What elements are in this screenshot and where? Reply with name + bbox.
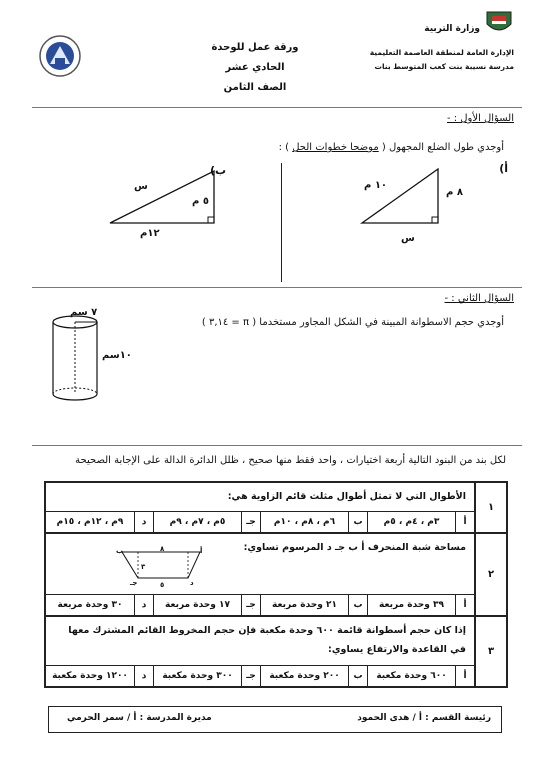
trap-vertex-d: د — [190, 579, 194, 587]
trap-bottom-length: ٥ — [160, 581, 165, 589]
principal: مديرة المدرسة : أ / سمر الحرمي — [67, 713, 212, 723]
option-d[interactable] — [46, 512, 153, 532]
q1-prompt-underlined: موضحا خطوات الحل — [292, 142, 379, 153]
option-value: ٣٠ وحدة مربعة — [57, 600, 123, 610]
option-c[interactable] — [153, 512, 260, 532]
school-header — [354, 22, 514, 74]
mcq-table — [44, 481, 508, 688]
divider — [32, 107, 522, 108]
worksheet-title-block — [200, 38, 310, 98]
q1-title: السؤال الأول : - — [446, 113, 514, 124]
option-label: أ — [455, 595, 474, 615]
mcq-item-3 — [46, 617, 506, 686]
option-label: ب — [348, 512, 367, 532]
option-b[interactable] — [260, 512, 367, 532]
trap-vertex-b: ب — [116, 547, 124, 555]
trap-vertex-c: جـ — [130, 579, 138, 587]
cylinder-figure — [50, 314, 100, 404]
school-name: مدرسة نسيبة بنت كعب المتوسط بنات — [374, 62, 514, 71]
triangle-b-base: ١٢م — [140, 228, 160, 239]
triangle-b-hyp: س — [134, 181, 148, 192]
option-value: ٣٠٠ وحدة مكعبة — [153, 666, 241, 686]
department-head: رئيسة القسم : أ / هدى الحمود — [357, 713, 491, 723]
option-value: ٢١ وحدة مربعة — [260, 595, 348, 615]
option-label: ب — [348, 666, 367, 686]
directorate-name: الإدارة العامة لمنطقة العاصمة التعليمية — [369, 48, 514, 57]
option-d[interactable] — [46, 666, 153, 686]
option-label: جـ — [241, 512, 260, 532]
option-label: د — [134, 666, 153, 686]
option-value: ٦٠٠ وحدة مكعبة — [367, 666, 455, 686]
trap-vertex-a: أ — [200, 547, 203, 555]
triangle-a-base: س — [401, 233, 415, 244]
option-a[interactable] — [367, 595, 474, 615]
item-number: ٣ — [474, 617, 506, 686]
options-row — [46, 511, 474, 532]
trap-top-length: ٨ — [160, 545, 165, 553]
triangle-a — [360, 165, 442, 225]
grade-label: الصف الثامن — [223, 82, 287, 93]
signature-footer — [48, 706, 502, 733]
cylinder-radius: ٧ سم — [70, 307, 98, 318]
option-value: ٢٠٠ وحدة مكعبة — [260, 666, 348, 686]
option-value: ٩م ، ١٢م ، ١٥م — [56, 517, 124, 527]
item-number: ١ — [474, 483, 506, 532]
cylinder-height: ١٠سم — [102, 350, 132, 361]
option-a[interactable] — [367, 512, 474, 532]
option-c[interactable] — [153, 666, 260, 686]
item-number: ٢ — [474, 534, 506, 615]
trap-height: ٣ — [141, 563, 146, 571]
options-row — [46, 594, 474, 615]
mcq-intro: لكل بند من البنود التالية أربعة اختيارات ، واحد فقط منها صحيح ، ظلل الدائرة الدالة على الإجابة الصحيحة — [75, 455, 506, 466]
vertical-divider — [281, 163, 282, 282]
triangle-a-leg: ٨ م — [446, 187, 463, 198]
option-value: ١٧ وحدة مربعة — [153, 595, 241, 615]
item-question — [46, 534, 474, 594]
option-label: د — [134, 595, 153, 615]
item-question: الأطوال التي لا تمثل أطوال مثلث قائم الزاوية هي: — [227, 491, 466, 502]
q1-prompt-start: أوجدي طول الضلع المجهول ( — [381, 142, 504, 153]
q2-prompt: أوجدي حجم الاسطوانة المبينة في الشكل المجاور مستخدما ( π = ٣,١٤ ) — [201, 317, 504, 328]
item-question-text: مساحة شبة المنحرف أ ب جـ د المرسوم تساوي: — [243, 542, 466, 553]
option-value: ٣م ، ٤م ، ٥م — [367, 512, 455, 532]
worksheet-title: ورقة عمل للوحدة الحادي عشر — [211, 42, 299, 73]
option-label: د — [134, 512, 153, 532]
q1-prompt-end: ) : — [278, 142, 290, 153]
option-label: أ — [455, 666, 474, 686]
triangle-b-leg: ٥ م — [192, 196, 209, 207]
triangle-a-hyp: ١٠ م — [364, 180, 388, 191]
option-label: ب — [348, 595, 367, 615]
mcq-item-2 — [46, 534, 506, 617]
option-b[interactable] — [260, 666, 367, 686]
q1-label-b: ب) — [210, 164, 227, 177]
option-label: جـ — [241, 595, 260, 615]
trapezoid-figure — [116, 538, 206, 589]
option-b[interactable] — [260, 595, 367, 615]
option-a[interactable] — [367, 666, 474, 686]
option-c[interactable] — [153, 595, 260, 615]
ministry-name: وزارة التربية — [424, 24, 480, 34]
school-logo — [38, 34, 82, 78]
option-value: ١٢٠٠ وحدة مكعبة — [52, 671, 128, 681]
option-value: ٣٩ وحدة مربعة — [367, 595, 455, 615]
item-question: إذا كان حجم أسطوانة قائمة ٦٠٠ وحدة مكعبة فإن حجم المخروط القائم المشترك معها في القاعدة والارتفاع يساوي: — [68, 625, 466, 655]
option-value: ٦م ، ٨م ، ١٠م — [260, 512, 348, 532]
options-row — [46, 665, 474, 686]
option-d[interactable] — [46, 595, 153, 615]
option-label: أ — [455, 512, 474, 532]
option-value: ٥م ، ٧م ، ٩م — [153, 512, 241, 532]
q1-label-a: أ) — [499, 162, 508, 175]
option-label: جـ — [241, 666, 260, 686]
q1-prompt — [279, 142, 504, 153]
q2-title: السؤال الثاني : - — [444, 293, 514, 304]
divider — [32, 445, 522, 446]
mcq-item-1 — [46, 483, 506, 534]
divider — [32, 287, 522, 288]
